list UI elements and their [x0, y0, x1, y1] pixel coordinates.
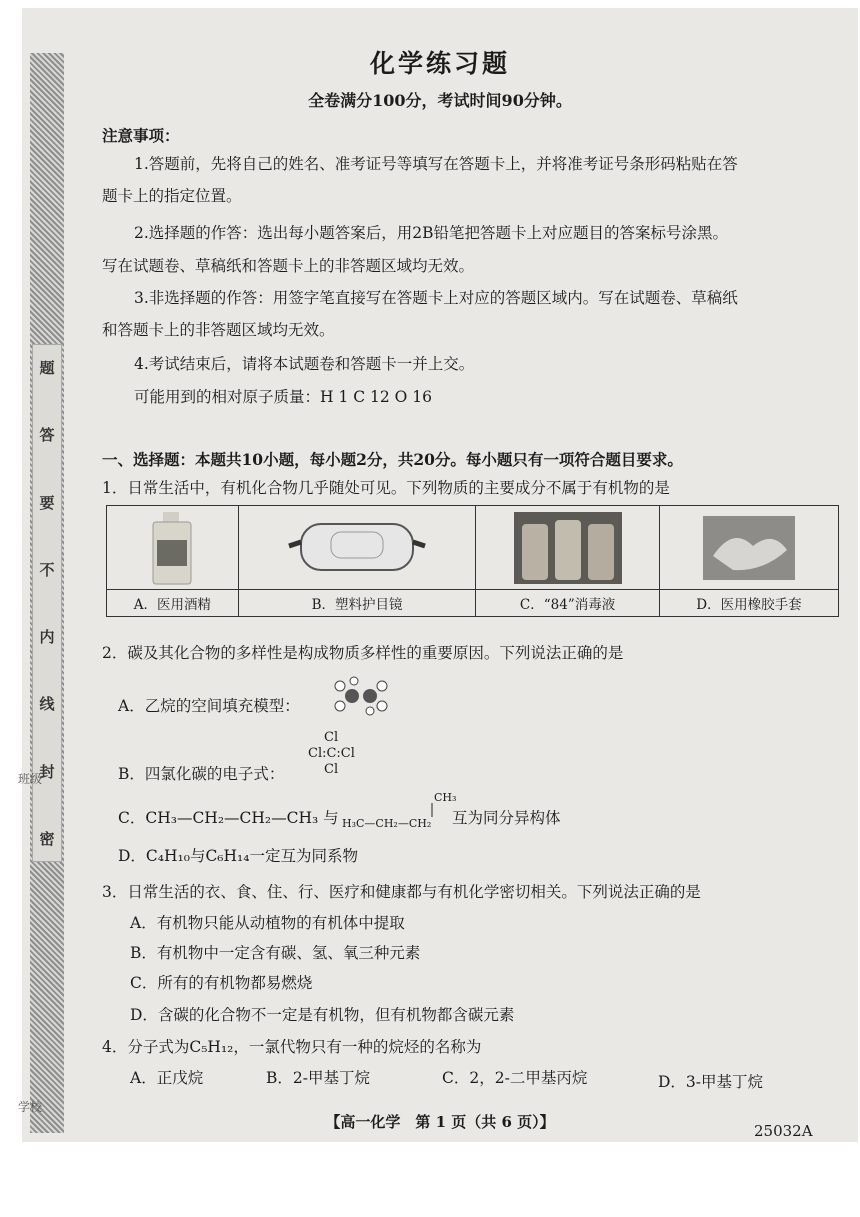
question-3-option-c: C．所有的有机物都易燃烧: [130, 974, 313, 992]
alcohol-bottle-icon: [149, 510, 195, 586]
binding-char: 内: [39, 628, 55, 647]
option-image-a: [107, 506, 239, 590]
question-3-stem: 3．日常生活的衣、食、住、行、医疗和健康都与有机化学密切相关。下列说法正确的是: [102, 883, 701, 901]
ethane-space-filling-model-icon: [330, 676, 392, 716]
binding-char: 要: [39, 493, 55, 512]
note-line: 1.答题前，先将自己的姓名、准考证号等填写在答题卡上，并将准考证号条形码粘贴在答: [134, 155, 738, 173]
question-4-option-a: A．正戊烷: [130, 1069, 204, 1087]
option-label-b: B．塑料护目镜: [238, 590, 475, 617]
option-image-c: [476, 506, 660, 590]
page-subtitle: 全卷满分100分，考试时间90分钟。: [308, 91, 572, 110]
question-2-option-b: B．四氯化碳的电子式：: [118, 765, 285, 783]
binding-char: 密: [39, 829, 55, 848]
option-label-d: D．医用橡胶手套: [659, 590, 838, 617]
binding-char: 答: [39, 426, 55, 445]
question-3-option-b: B．有机物中一定含有碳、氢、氧三种元素: [130, 944, 421, 962]
option-image-b: [238, 506, 475, 590]
question-4-option-b: B．2-甲基丁烷: [266, 1069, 370, 1087]
option-image-d: [659, 506, 838, 590]
note-line: 写在试题卷、草稿纸和答题卡上的非答题区域均无效。: [102, 257, 475, 275]
atomic-mass-line: 可能用到的相对原子质量：H 1 C 12 O 16: [134, 388, 433, 406]
school-label: 学校: [18, 1100, 43, 1114]
binding-char: 不: [39, 560, 55, 579]
isomer-struct-top: CH₃: [434, 791, 457, 804]
binding-char: 题: [39, 359, 55, 377]
exam-paper: [18, 8, 858, 1142]
question-2-option-c-right: 互为同分异构体: [452, 809, 561, 827]
page-title: 化学练习题: [369, 49, 510, 78]
bond-line-icon: [429, 803, 435, 817]
note-line: 3.非选择题的作答：用签字笔直接写在答题卡上对应的答题区域内。写在试题卷、草稿纸: [134, 289, 738, 307]
question-3-option-d: D．含碳的化合物不一定是有机物，但有机物都含碳元素: [130, 1006, 515, 1024]
question-2-option-d: D．C₄H₁₀与C₆H₁₄一定互为同系物: [118, 847, 358, 865]
question-4-option-d: D．3-甲基丁烷: [658, 1073, 764, 1091]
binding-char: 封: [39, 762, 55, 781]
paper-code: 25032A: [754, 1122, 813, 1140]
disinfectant-bottles-icon: [514, 512, 622, 584]
note-line: 题卡上的指定位置。: [102, 187, 242, 205]
question-1-options-table: [106, 505, 839, 617]
note-line: 和答题卡上的非答题区域均无效。: [102, 321, 335, 339]
page-footer: 【高一化学 第 1 页（共 6 页）】: [325, 1113, 555, 1131]
rubber-gloves-icon: [703, 516, 795, 580]
note-line: 4.考试结束后，请将本试题卷和答题卡一并上交。: [134, 355, 475, 373]
notes-heading: 注意事项：: [102, 126, 180, 145]
question-4-stem: 4．分子式为C₅H₁₂，一氯代物只有一种的烷烃的名称为: [102, 1038, 482, 1056]
goggles-icon: [287, 518, 427, 578]
question-1-stem: 1．日常生活中，有机化合物几乎随处可见。下列物质的主要成分不属于有机物的是: [102, 479, 670, 497]
question-3-option-a: A．有机物只能从动植物的有机体中提取: [130, 914, 405, 932]
option-label-c: C．“84”消毒液: [476, 590, 660, 617]
isomer-struct-bottom: H₃C—CH₂—CH₂: [342, 817, 432, 830]
ccl4-electron-bottom: Cl: [324, 762, 339, 777]
ccl4-electron-middle: Cl:C:Cl: [308, 746, 355, 761]
ccl4-electron-top: Cl: [324, 730, 339, 745]
binding-char: 线: [39, 695, 55, 714]
question-2-option-c-left: C．CH₃—CH₂—CH₂—CH₃ 与: [118, 809, 339, 827]
question-2-option-a: A．乙烷的空间填充模型：: [118, 697, 300, 715]
class-label: 班级: [18, 772, 43, 786]
section-heading: 一、选择题：本题共10小题，每小题2分，共20分。每小题只有一项符合题目要求。: [102, 450, 683, 469]
question-4-option-c: C．2，2-二甲基丙烷: [442, 1069, 588, 1087]
question-2-stem: 2．碳及其化合物的多样性是构成物质多样性的重要原因。下列说法正确的是: [102, 644, 624, 662]
note-line: 2.选择题的作答：选出每小题答案后，用2B铅笔把答题卡上对应题目的答案标号涂黑。: [134, 224, 729, 242]
option-label-a: A．医用酒精: [107, 590, 239, 617]
